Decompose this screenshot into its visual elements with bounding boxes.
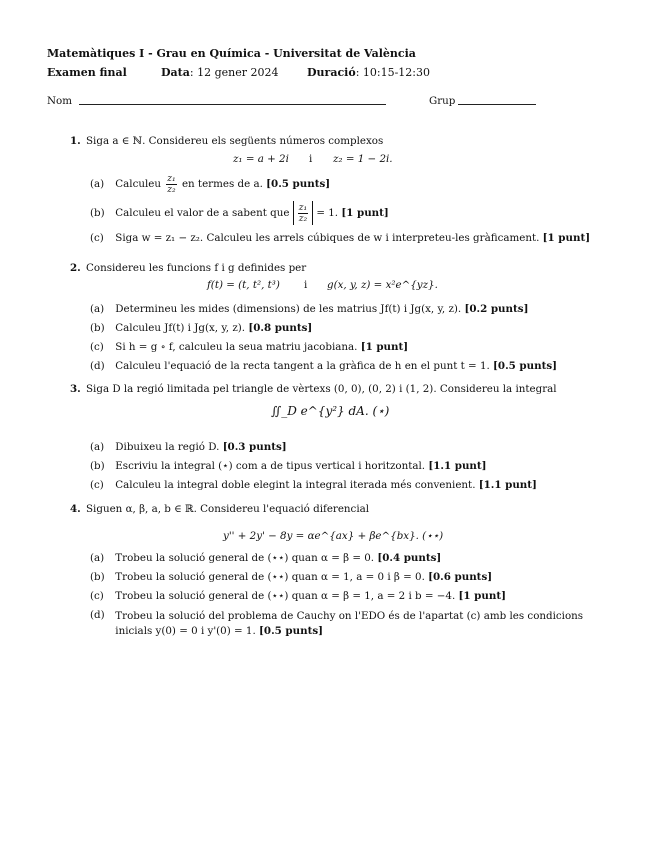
q2-item-a	[90, 303, 528, 315]
q4-intro: Siguen α, β, a, b ∈ ℝ. Considereu l'equació diferencial	[86, 503, 370, 515]
group-field-line[interactable]	[458, 104, 536, 105]
q1-c-text: Siga w = z₁ − z₂. Calculeu les arrels cúbiques de w i interpreteu-les gràficament.	[115, 232, 540, 244]
q2-item-d	[90, 360, 557, 372]
q2-intro: Considereu les funcions f i g definides per	[86, 262, 307, 274]
q2-c-points: [1 punt]	[360, 341, 409, 353]
q4-b-label: (b)	[90, 571, 105, 583]
q4-item-b	[90, 571, 492, 583]
q1-c-label: (c)	[90, 232, 104, 244]
q2-a-text: Determineu les mides (dimensions) de les matrius Jf(t) i Jg(x, y, z).	[115, 303, 462, 315]
q1-b-tail: = 1.	[316, 207, 339, 219]
q4-item-a	[90, 552, 441, 564]
fraction-denominator: z₂	[298, 213, 308, 224]
group-label: Grup	[429, 95, 456, 107]
q1-equation-z1: z₁ = a + 2i	[233, 153, 289, 165]
q1-number: 1.	[70, 135, 81, 147]
q2-d-label: (d)	[90, 360, 105, 372]
q4-a-text: Trobeu la solució general de (⋆⋆) quan α = β = 0.	[115, 552, 375, 564]
q3-number: 3.	[70, 383, 81, 395]
fraction-numerator: z₁	[167, 173, 176, 184]
q4-d-body	[115, 609, 587, 639]
q1-b-label: (b)	[90, 207, 105, 219]
q2-equation-g: g(x, y, z) = x²e^{yz}.	[327, 279, 438, 291]
exam-title: Matemàtiques I - Grau en Química - Universitat de València	[47, 47, 416, 60]
q4-d-points: [0.5 punts]	[259, 625, 323, 637]
q1-item-a	[90, 172, 330, 196]
q2-a-points: [0.2 punts]	[464, 303, 529, 315]
q4-number: 4.	[70, 503, 81, 515]
q2-d-text: Calculeu l'equació de la recta tangent a la gràfica de h en el punt t = 1.	[115, 360, 490, 372]
q1-b-text: Calculeu el valor de a sabent que	[115, 207, 290, 219]
q4-equation: y'' + 2y' − 8y = αe^{ax} + βe^{bx}. (⋆⋆)	[223, 530, 444, 542]
q3-item-b	[90, 460, 487, 472]
q2-b-label: (b)	[90, 322, 105, 334]
q1-b-fraction	[298, 203, 308, 224]
q1-a-points: [0.5 punts]	[266, 178, 331, 190]
q4-a-label: (a)	[90, 552, 105, 564]
q1-a-fraction	[166, 174, 176, 195]
q2-equation-f: f(t) = (t, t², t³)	[207, 279, 280, 291]
q3-item-a	[90, 441, 287, 453]
q2-item-c	[90, 341, 408, 353]
duration-value: : 10:15-12:30	[355, 66, 431, 79]
q2-c-text: Si h = g ∘ f, calculeu la seua matriu jacobiana.	[115, 341, 358, 353]
q1-a-text: Calculeu	[115, 178, 162, 190]
q4-b-text: Trobeu la solució general de (⋆⋆) quan α = 1, a = 0 i β = 0.	[115, 571, 425, 583]
exam-date	[161, 66, 278, 79]
q3-b-label: (b)	[90, 460, 105, 472]
q1-b-points: [1 punt]	[341, 207, 389, 219]
exam-type: Examen final	[47, 66, 127, 79]
name-field-line[interactable]	[79, 104, 386, 105]
q3-b-text: Escriviu la integral (⋆) com a de tipus vertical i horitzontal.	[115, 460, 426, 472]
q4-item-c	[90, 590, 506, 602]
q3-b-points: [1.1 punt]	[428, 460, 487, 472]
q4-c-label: (c)	[90, 590, 104, 602]
q4-c-text: Trobeu la solució general de (⋆⋆) quan α = β = 1, a = 2 i b = −4.	[115, 590, 456, 602]
date-label: Data	[161, 66, 190, 79]
q1-c-points: [1 punt]	[542, 232, 591, 244]
q3-intro: Siga D la regió limitada pel triangle de vèrtexs (0, 0), (0, 2) i (1, 2). Considereu la integral	[86, 383, 557, 395]
q1-item-b	[90, 201, 389, 225]
q2-b-text: Calculeu Jf(t) i Jg(x, y, z).	[115, 322, 246, 334]
q1-b-abs-fraction	[293, 201, 313, 225]
q4-a-points: [0.4 punts]	[377, 552, 442, 564]
exam-duration	[307, 66, 430, 79]
q3-a-points: [0.3 punts]	[222, 441, 287, 453]
q4-c-points: [1 punt]	[458, 590, 506, 602]
q1-equation-z2: z₂ = 1 − 2i.	[333, 153, 393, 165]
q3-c-points: [1.1 punt]	[478, 479, 537, 491]
q1-a-tail: en termes de a.	[181, 178, 263, 190]
q3-a-text: Dibuixeu la regió D.	[115, 441, 220, 453]
q2-number: 2.	[70, 262, 81, 274]
q2-d-points: [0.5 punts]	[493, 360, 558, 372]
q3-a-label: (a)	[90, 441, 105, 453]
q1-equation-i: i	[309, 153, 313, 165]
q3-c-label: (c)	[90, 479, 104, 491]
duration-label: Duració	[307, 66, 356, 79]
q4-d-label: (d)	[90, 609, 105, 621]
q3-c-text: Calculeu la integral doble elegint la integral iterada més convenient.	[115, 479, 476, 491]
q1-item-c	[90, 232, 590, 244]
q3-integral: ∬_D e^{y²} dA. (⋆)	[271, 404, 390, 418]
date-value: : 12 gener 2024	[189, 66, 279, 79]
q1-a-label: (a)	[90, 178, 105, 190]
q4-d-text: Trobeu la solució del problema de Cauchy on l'EDO és de l'apartat (c) amb les condicions inicials y(0) = 0 i y'(0) = 1.	[115, 610, 584, 637]
fraction-numerator: z₁	[298, 202, 308, 213]
q2-item-b	[90, 322, 312, 334]
q2-equation-i: i	[304, 279, 308, 291]
q4-item-d	[90, 609, 587, 639]
q4-b-points: [0.6 punts]	[428, 571, 493, 583]
q2-a-label: (a)	[90, 303, 105, 315]
name-label: Nom	[47, 95, 72, 107]
q1-intro: Siga a ∈ ℕ. Considereu els següents números complexos	[86, 135, 384, 147]
q2-c-label: (c)	[90, 341, 104, 353]
fraction-denominator: z₂	[167, 184, 176, 195]
q2-b-points: [0.8 punts]	[248, 322, 313, 334]
q3-item-c	[90, 479, 537, 491]
